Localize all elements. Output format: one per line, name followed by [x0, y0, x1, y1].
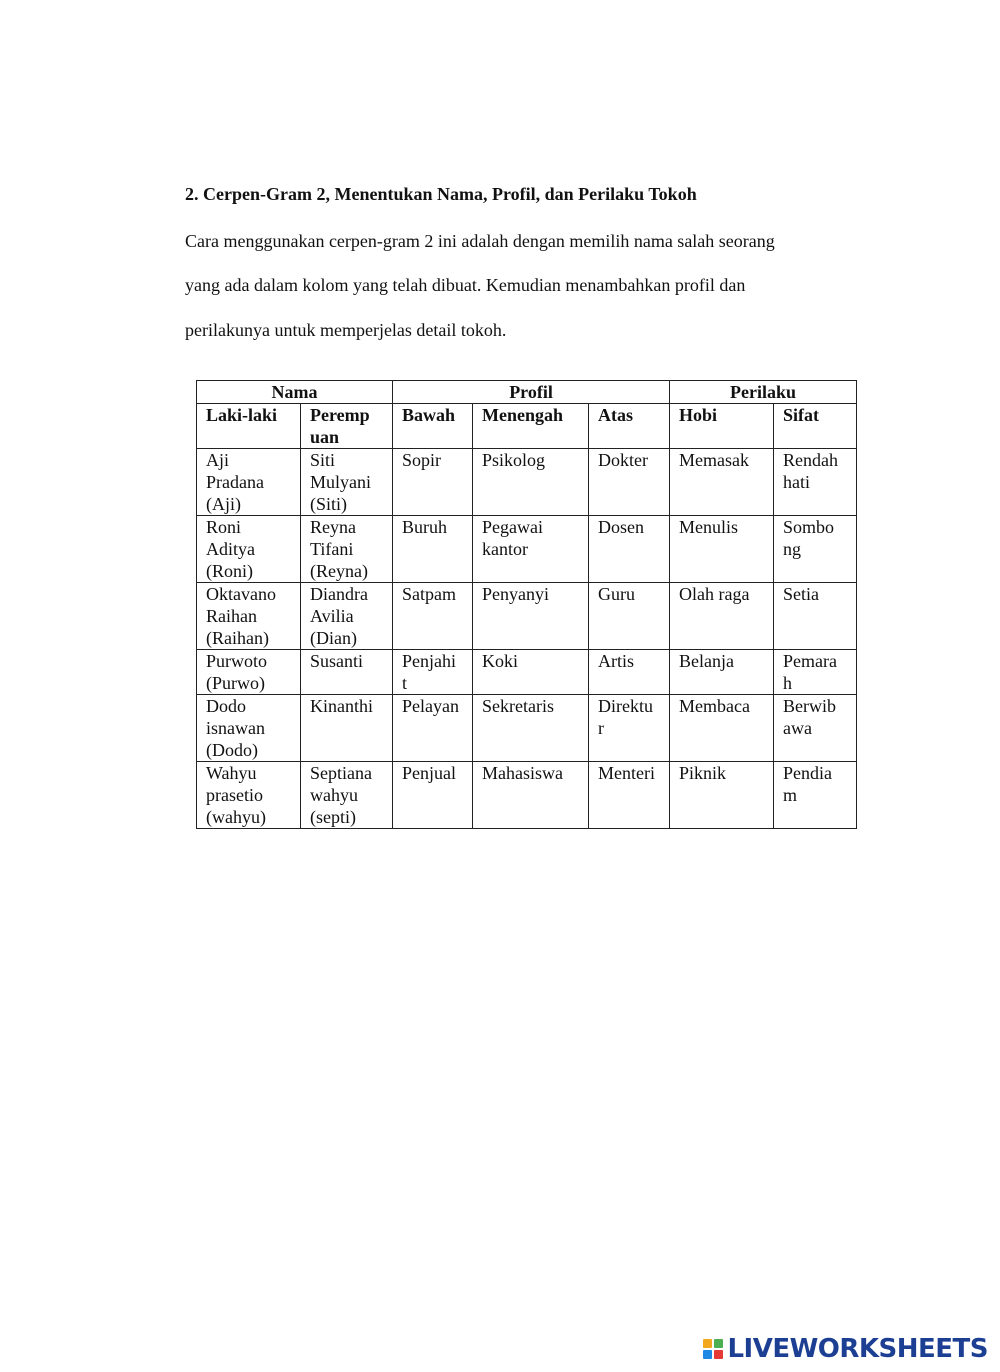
cell-text-line: (Aji): [206, 494, 241, 514]
table-cell: [197, 449, 301, 516]
logo-mark-icon: [703, 1339, 723, 1359]
table-row: [197, 695, 857, 762]
cell-text-line: m: [783, 785, 798, 805]
cell-text-line: Sifat: [783, 405, 820, 425]
cell-text-line: (wahyu): [206, 807, 266, 827]
cell-text-line: Belanja: [679, 651, 735, 671]
cell-text-line: Direktu: [598, 696, 653, 716]
table-cell: [393, 516, 473, 583]
table-cell: [393, 695, 473, 762]
cell-text-line: Penjual: [402, 763, 456, 783]
table-cell: [301, 695, 393, 762]
table-cell: [774, 516, 857, 583]
group-header-perilaku: Perilaku: [670, 381, 857, 404]
table-cell: [393, 583, 473, 650]
table-cell: [774, 449, 857, 516]
cell-text-line: Menengah: [482, 405, 563, 425]
cell-text-line: Pegawai: [482, 517, 543, 537]
table-cell: [197, 650, 301, 695]
table-cell: [301, 516, 393, 583]
cell-text-line: t: [402, 673, 408, 693]
table-cell: [197, 583, 301, 650]
table-cell: [301, 449, 393, 516]
cell-text-line: (Roni): [206, 561, 253, 581]
cell-text-line: Atas: [598, 405, 633, 425]
cell-text-line: h: [783, 673, 793, 693]
cell-text-line: Oktavano: [206, 584, 276, 604]
column-header: [774, 404, 857, 449]
table-cell: [670, 449, 774, 516]
cell-text-line: awa: [783, 718, 813, 738]
cell-text-line: Wahyu: [206, 763, 257, 783]
table-row: [197, 449, 857, 516]
table-cell: [473, 583, 589, 650]
group-header-row: [197, 381, 857, 404]
logo-square: [703, 1350, 712, 1359]
table-cell: [589, 449, 670, 516]
cell-text-line: Setia: [783, 584, 820, 604]
cell-text-line: Purwoto: [206, 651, 268, 671]
cell-text-line: Pendia: [783, 763, 833, 783]
cell-text-line: Reyna: [310, 517, 356, 537]
cell-text-line: r: [598, 718, 604, 738]
cell-text-line: prasetio: [206, 785, 263, 805]
cell-text-line: Dodo: [206, 696, 246, 716]
cell-text-line: Menteri: [598, 763, 655, 783]
cell-text-line: Menulis: [679, 517, 739, 537]
table-cell: [774, 762, 857, 829]
table-cell: [670, 650, 774, 695]
liveworksheets-logo: [703, 1334, 988, 1364]
cell-text-line: Mahasiswa: [482, 763, 563, 783]
cell-text-line: Dokter: [598, 450, 648, 470]
paragraph-line-3: perilakunya untuk memperjelas detail tokoh.: [185, 320, 507, 340]
cell-text-line: Buruh: [402, 517, 447, 537]
cell-text-line: Artis: [598, 651, 634, 671]
table-cell: [589, 650, 670, 695]
cell-text-line: hati: [783, 472, 811, 492]
cell-text-line: Piknik: [679, 763, 727, 783]
column-header: [473, 404, 589, 449]
cell-text-line: (Dodo): [206, 740, 258, 760]
cell-text-line: (Purwo): [206, 673, 265, 693]
cell-text-line: Berwib: [783, 696, 837, 716]
cell-text-line: Rendah: [783, 450, 839, 470]
table-cell: [589, 762, 670, 829]
table-cell: [473, 650, 589, 695]
group-header-nama: Nama: [197, 381, 393, 404]
table-cell: [774, 583, 857, 650]
table-cell: [670, 695, 774, 762]
table-cell: [301, 650, 393, 695]
table-row: [197, 762, 857, 829]
cell-text-line: Sopir: [402, 450, 442, 470]
cell-text-line: Psikolog: [482, 450, 546, 470]
cell-text-line: Guru: [598, 584, 635, 604]
table-body: [197, 449, 857, 829]
cell-text-line: uan: [310, 427, 340, 447]
cell-text-line: Sombo: [783, 517, 835, 537]
cell-text-line: Hobi: [679, 405, 718, 425]
table-cell: [589, 695, 670, 762]
table-cell: [393, 449, 473, 516]
cell-text-line: wahyu: [310, 785, 358, 805]
column-header: [670, 404, 774, 449]
character-table: [196, 380, 857, 829]
column-header: [589, 404, 670, 449]
table-row: [197, 650, 857, 695]
column-header: [197, 404, 301, 449]
cell-text-line: ng: [783, 539, 802, 559]
table-cell: [774, 650, 857, 695]
section-heading: 2. Cerpen-Gram 2, Menentukan Nama, Profil, dan Perilaku Tokoh: [185, 184, 697, 204]
cell-text-line: Raihan: [206, 606, 257, 626]
group-header-profil: Profil: [393, 381, 670, 404]
cell-text-line: Koki: [482, 651, 518, 671]
logo-square: [714, 1350, 723, 1359]
cell-text-line: Olah raga: [679, 584, 750, 604]
table-cell: [393, 650, 473, 695]
table-cell: [197, 516, 301, 583]
cell-text-line: (Dian): [310, 628, 357, 648]
table-cell: [670, 762, 774, 829]
cell-text-line: (septi): [310, 807, 356, 827]
cell-text-line: (Raihan): [206, 628, 269, 648]
cell-text-line: (Reyna): [310, 561, 368, 581]
paragraph-line-1: Cara menggunakan cerpen-gram 2 ini adalah dengan memilih nama salah seorang: [185, 231, 775, 251]
table-cell: [473, 762, 589, 829]
cell-text-line: Septiana: [310, 763, 372, 783]
column-header: [301, 404, 393, 449]
cell-text-line: Penyanyi: [482, 584, 549, 604]
cell-text-line: kantor: [482, 539, 528, 559]
table-cell: [197, 762, 301, 829]
table-cell: [393, 762, 473, 829]
table-cell: [589, 516, 670, 583]
logo-text: LIVEWORKSHEETS: [727, 1334, 988, 1364]
cell-text-line: Mulyani: [310, 472, 371, 492]
cell-text-line: (Siti): [310, 494, 348, 514]
cell-text-line: Laki-laki: [206, 405, 278, 425]
cell-text-line: Memasak: [679, 450, 750, 470]
table-cell: [774, 695, 857, 762]
paragraph-line-2: yang ada dalam kolom yang telah dibuat. Kemudian menambahkan profil dan: [185, 275, 746, 295]
cell-text-line: Siti: [310, 450, 336, 470]
logo-square: [714, 1339, 723, 1348]
cell-text-line: Peremp: [310, 405, 370, 425]
cell-text-line: Pemara: [783, 651, 838, 671]
logo-square: [703, 1339, 712, 1348]
cell-text-line: Avilia: [310, 606, 354, 626]
cell-text-line: Bawah: [402, 405, 456, 425]
table-cell: [473, 449, 589, 516]
cell-text-line: Susanti: [310, 651, 364, 671]
cell-text-line: Pradana: [206, 472, 264, 492]
column-header-row: [197, 404, 857, 449]
table-cell: [589, 583, 670, 650]
table-cell: [197, 695, 301, 762]
table-cell: [670, 516, 774, 583]
table-cell: [301, 583, 393, 650]
cell-text-line: Diandra: [310, 584, 368, 604]
table-cell: [670, 583, 774, 650]
cell-text-line: Membaca: [679, 696, 750, 716]
cell-text-line: Dosen: [598, 517, 644, 537]
table-cell: [473, 516, 589, 583]
table-cell: [301, 762, 393, 829]
cell-text-line: Roni: [206, 517, 242, 537]
table-row: [197, 583, 857, 650]
cell-text-line: Tifani: [310, 539, 354, 559]
cell-text-line: Aditya: [206, 539, 255, 559]
cell-text-line: Kinanthi: [310, 696, 373, 716]
cell-text-line: Penjahi: [402, 651, 456, 671]
table-cell: [473, 695, 589, 762]
cell-text-line: Aji: [206, 450, 230, 470]
table-row: [197, 516, 857, 583]
cell-text-line: isnawan: [206, 718, 265, 738]
cell-text-line: Pelayan: [402, 696, 459, 716]
cell-text-line: Satpam: [402, 584, 456, 604]
column-header: [393, 404, 473, 449]
cell-text-line: Sekretaris: [482, 696, 554, 716]
